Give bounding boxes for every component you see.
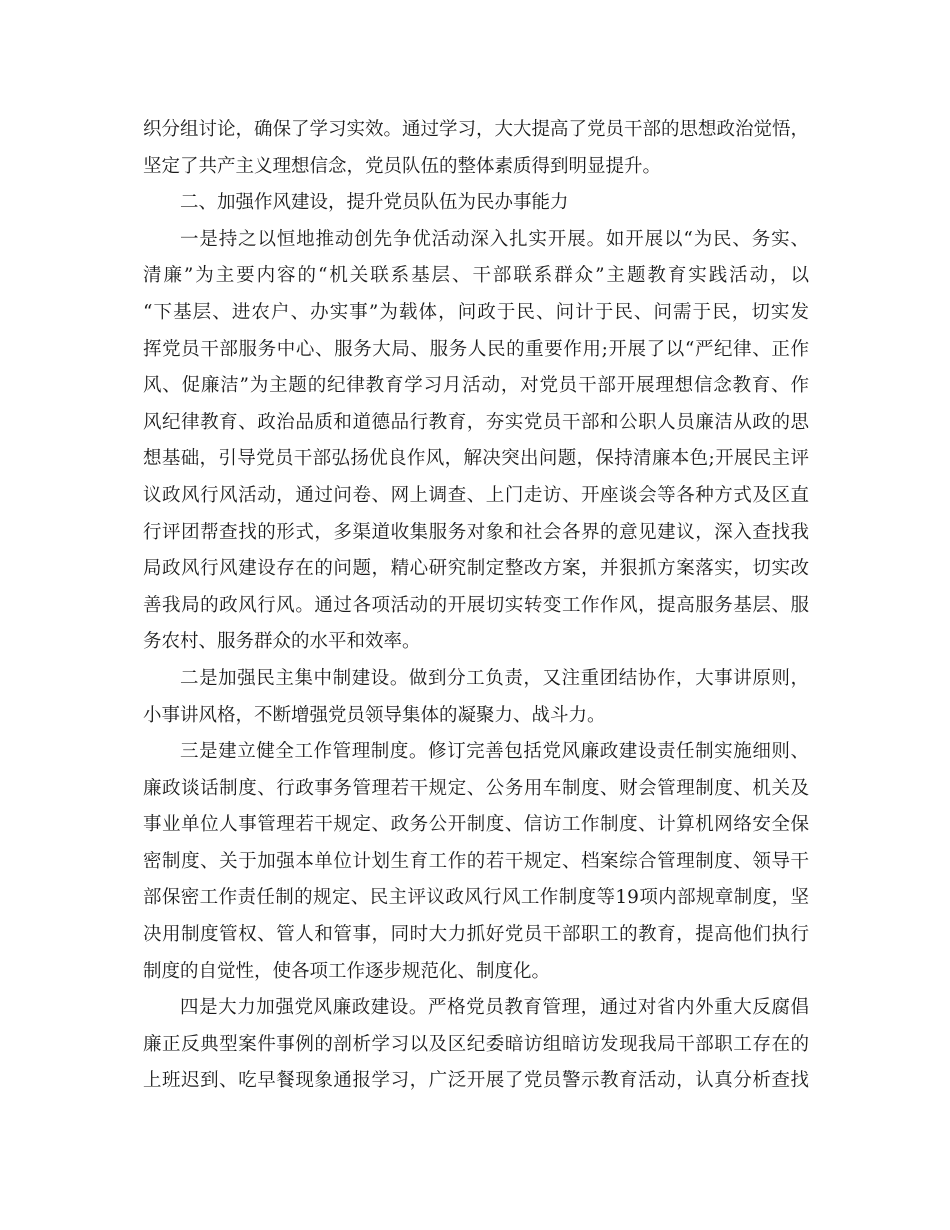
text-line: 制度的自觉性，使各项工作逐步规范化、制度化。 [143,960,551,982]
text-line: 局政风行风建设存在的问题，精心研究制定整改方案，并狠抓方案落实，切实改 [143,558,809,580]
text-line: 事业单位人事管理若干规定、政务公开制度、信访工作制度、计算机网络安全保 [143,814,809,836]
text-line: 二、加强作风建设，提升党员队伍为民办事能力 [180,192,569,214]
text-line: 清廉”为主要内容的“机关联系基层、干部联系群众”主题教育实践活动，以 [143,265,809,287]
text-line: 四是大力加强党风廉政建设。严格党员教育管理，通过对省内外重大反腐倡 [180,997,809,1019]
text-line: 一是持之以恒地推动创先争优活动深入扎实开展。如开展以“为民、务实、 [180,228,809,250]
text-line: 风、促廉洁”为主题的纪律教育学习月活动，对党员干部开展理想信念教育、作 [143,375,809,397]
text-line: 想基础，引导党员干部弘扬优良作风，解决突出问题，保持清廉本色;开展民主评 [143,448,809,470]
text-line: 织分组讨论，确保了学习实效。通过学习，大大提高了党员干部的思想政治觉悟， [143,119,810,140]
text-line: 决用制度管权、管人和管事，同时大力抓好党员干部职工的教育，提高他们执行 [143,924,809,946]
text-line: 二是加强民主集中制建设。做到分工负责，又注重团结协作，大事讲原则， [180,667,809,689]
text-line: 善我局的政风行风。通过各项活动的开展切实转变工作作风，提高服务基层、服 [143,594,809,616]
text-line: 廉政谈话制度、行政事务管理若干规定、公务用车制度、财会管理制度、机关及 [143,777,809,799]
document-body [143,112,809,1100]
text-line: 部保密工作责任制的规定、民主评议政风行风工作制度等19项内部规章制度，坚 [143,887,809,909]
text-line: 小事讲风格，不断增强党员领导集体的凝聚力、战斗力。 [143,704,606,726]
text-line: 坚定了共产主义理想信念，党员队伍的整体素质得到明显提升。 [143,155,662,177]
text-line: 议政风行风活动，通过问卷、网上调查、上门走访、开座谈会等各种方式及区直 [143,484,809,506]
text-line: 密制度、关于加强本单位计划生育工作的若干规定、档案综合管理制度、领导干 [143,850,809,872]
text-line: 务农村、服务群众的水平和效率。 [143,631,421,653]
text-line: 风纪律教育、政治品质和道德品行教育，夯实党员干部和公职人员廉洁从政的思 [143,411,809,433]
text-line: 行评团帮查找的形式，多渠道收集服务对象和社会各界的意见建议，深入查找我 [143,521,809,543]
text-line: 廉正反典型案件事例的剖析学习以及区纪委暗访组暗访发现我局干部职工存在的 [143,1033,809,1055]
text-line: 上班迟到、吃早餐现象通报学习，广泛开展了党员警示教育活动，认真分析查找 [143,1070,809,1092]
text-line: 三是建立健全工作管理制度。修订完善包括党风廉政建设责任制实施细则、 [180,741,809,763]
text-line: 挥党员干部服务中心、服务大局、服务人民的重要作用;开展了以“严纪律、正作 [143,338,809,360]
text-line: “下基层、进农户、办实事”为载体，问政于民、问计于民、问需于民，切实发 [143,301,809,323]
